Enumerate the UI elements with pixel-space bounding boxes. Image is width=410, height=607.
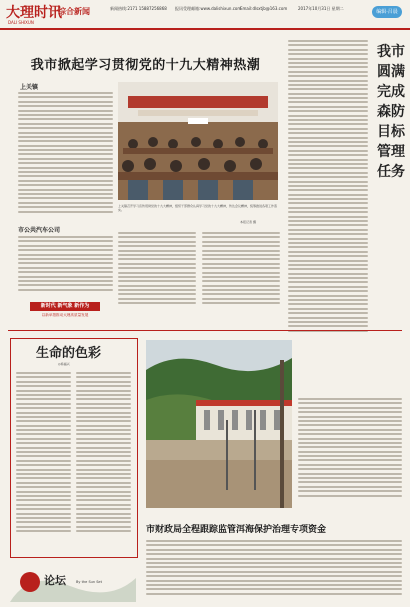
life-essay-author: ◎杨福兴: [58, 362, 70, 366]
web-line: 报讯受理邮箱:www.dalishixun.com: [175, 6, 242, 11]
editor-line: 新闻热线:2171 15887256868: [110, 6, 167, 11]
article-text-block: [18, 92, 113, 220]
article-text-block: [288, 40, 368, 340]
forum-corner: [10, 560, 136, 602]
meeting-photo: [118, 82, 278, 200]
lead-headline: 我市掀起学习贯彻党的十九大精神热潮: [30, 58, 261, 73]
issue-date: 2017年10月31日 星期二: [298, 6, 344, 11]
email-line: Email:dlsxtjb@163.com: [240, 6, 288, 11]
article-text-block: [16, 372, 71, 550]
article-text-block: [76, 372, 131, 550]
article-text-block: [298, 398, 402, 508]
article-text-block: [146, 540, 402, 602]
article-text-block: [118, 232, 196, 314]
forest-protection-title: 我市圆满完成森防目标管理任务: [377, 44, 405, 180]
dateline-shangguan: 上关镇: [20, 84, 39, 91]
article-text-block: [202, 232, 280, 314]
photo-credit: 本报记者 摄: [240, 220, 256, 224]
forum-title: 论坛: [44, 574, 66, 587]
forum-subtitle: By the Sun Set: [76, 580, 102, 584]
photo-caption: 上关镇召开学习宣传贯彻党的十九大精神，组织干部群众认真学习党的十九大精神，传达会议精神，统筹推进各项工作落实。: [118, 204, 278, 212]
life-essay-title: 生命的色彩: [36, 346, 102, 361]
newspaper-logo: 大理时讯: [6, 5, 62, 21]
construction-site-photo: [146, 340, 292, 508]
logo-subtitle: DALI SHIXUN: [8, 20, 34, 25]
bottom-headline: 市财政局全程跟踪监管洱海保护治理专项资金: [146, 525, 327, 535]
article-text-block: [18, 236, 113, 298]
slogan-subline: 以新举措推动大理高质量发展: [41, 313, 89, 317]
editor-badge: 编辑·吕晨: [372, 6, 402, 18]
slogan-banner: 新时代 新气象 新作为: [30, 302, 100, 311]
section-name: 综合新闻: [58, 7, 90, 16]
subhead-bus-company: 市公共汽车公司: [18, 227, 61, 234]
section-divider: [8, 330, 402, 331]
